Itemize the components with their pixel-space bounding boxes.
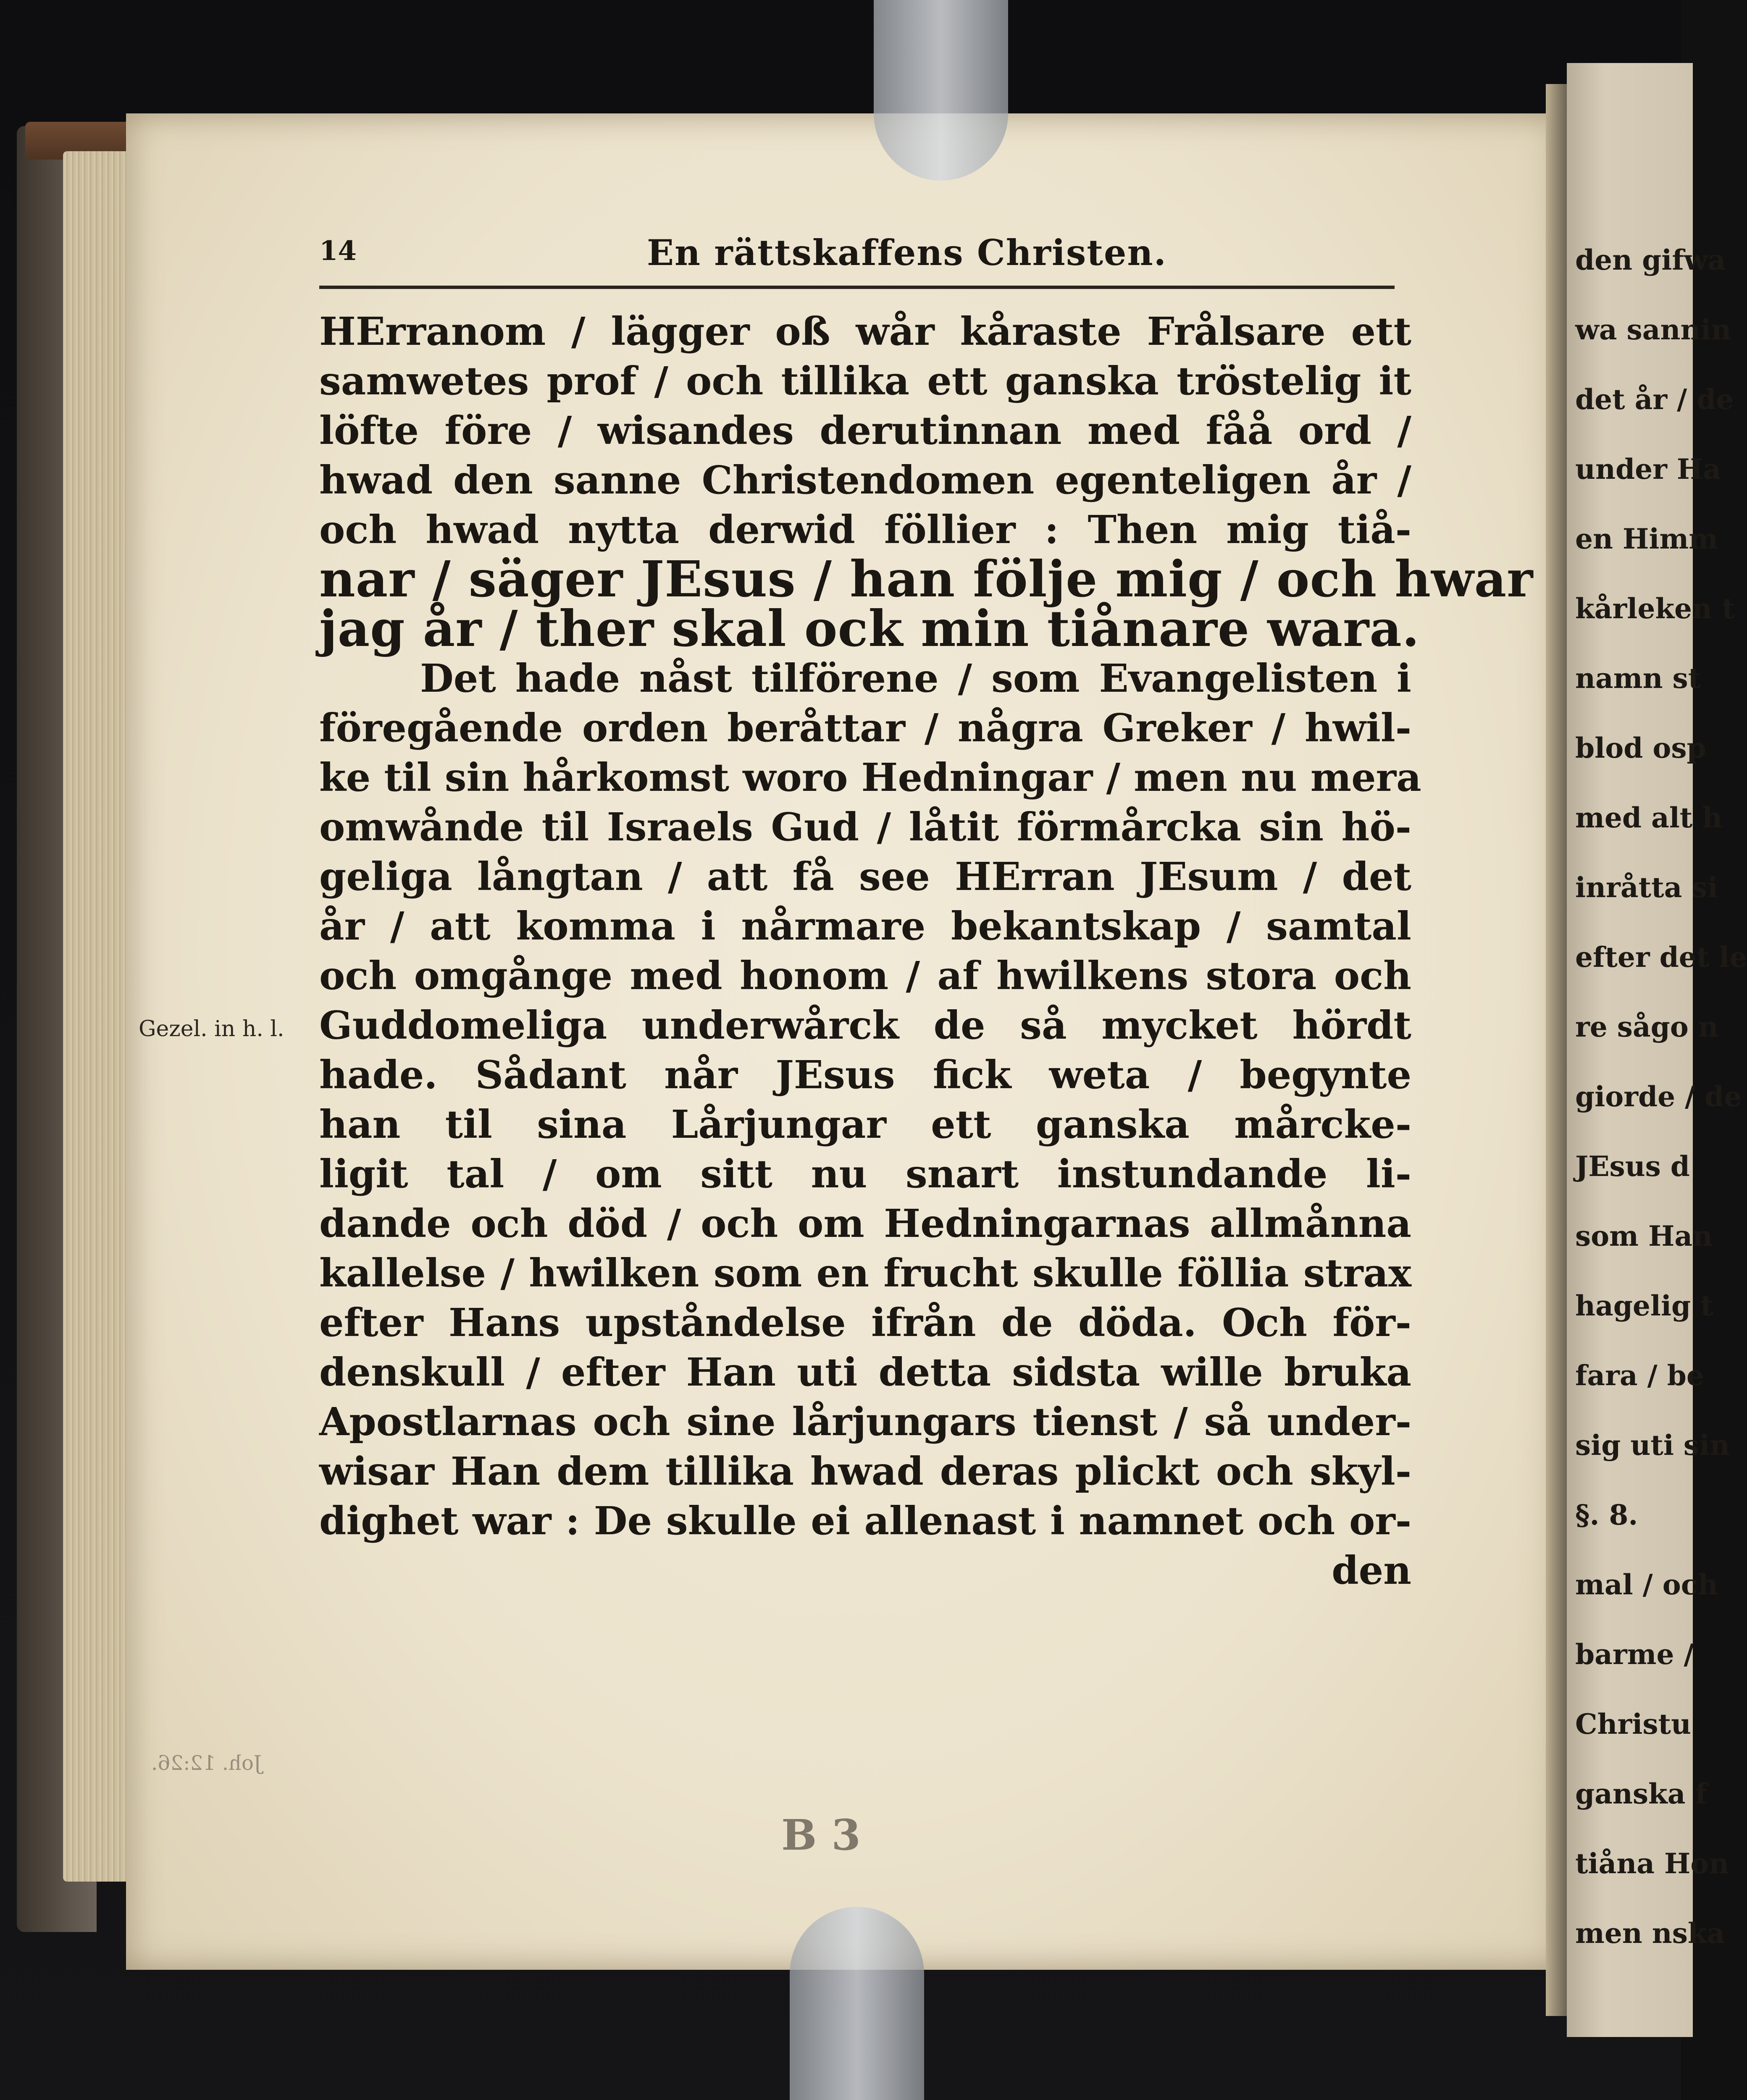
text-line: dande och död / och om Hedningarnas allmånna: [319, 1201, 1411, 1246]
text-line: ligit tal / om sitt nu snart instundande li-: [319, 1151, 1411, 1197]
text-line: Apostlarnas och sine lårjungars tienst / så under-: [319, 1399, 1411, 1444]
right-page-line: giorde / de: [1575, 1080, 1742, 1113]
right-page-line: ganska f: [1575, 1777, 1707, 1810]
right-page-line: under Ha: [1575, 453, 1721, 486]
text-line: och hwad nytta derwid föllier : Then mig tiå-: [319, 507, 1411, 552]
right-page-fragment: [1567, 63, 1747, 2037]
text-line: samwetes prof / och tillika ett ganska tröstelig it: [319, 358, 1411, 404]
right-page-line: en Himm: [1575, 522, 1718, 555]
right-page-line: inråtta si: [1575, 871, 1718, 904]
text-line: efter Hans upståndelse ifrån de döda. Och för-: [319, 1300, 1411, 1345]
text-line: geliga långtan / att få see HErran JEsum / det: [319, 854, 1411, 899]
margin-note: Gezel. in h. l.: [139, 1016, 284, 1042]
right-page-line: re sågo n: [1575, 1011, 1718, 1043]
right-page-line: tiåna Hon: [1575, 1847, 1729, 1880]
right-page-line: sig uti sin: [1575, 1429, 1730, 1462]
right-page-line: JEsus d: [1575, 1150, 1690, 1183]
right-page-line: fara / be: [1575, 1359, 1704, 1392]
text-line: dighet war : De skulle ei allenast i namnet och or-: [319, 1498, 1411, 1544]
right-page-line: wa sannin: [1575, 313, 1731, 346]
text-line: wisar Han dem tillika hwad deras plickt och skyl-: [319, 1449, 1411, 1494]
text-line: hwad den sanne Christendomen egenteligen år /: [319, 457, 1411, 503]
text-line: föregående orden beråttar / några Greker / hwil-: [319, 705, 1411, 751]
text-line: Guddomeliga underwårck de så mycket hördt: [319, 1003, 1411, 1048]
right-page-line: den gifwa: [1575, 244, 1726, 276]
text-line: hade. Sådant når JEsus fick weta / begynte: [319, 1052, 1411, 1097]
running-title: En rättskaffens Christen.: [647, 232, 1167, 273]
right-page-line: mal / och: [1575, 1568, 1718, 1601]
right-page-line: barme /: [1575, 1638, 1694, 1671]
text-line: ke til sin hårkomst woro Hedningar / men nu mera: [319, 755, 1421, 800]
text-line: kallelse / hwilken som en frucht skulle föllia strax: [319, 1250, 1411, 1296]
page-clip-bottom: [790, 1907, 924, 2100]
text-line: omwånde til Israels Gud / låtit förmårcka sin hö-: [319, 804, 1411, 850]
page-clip-top: [874, 0, 1008, 181]
right-page-line: kårleken t: [1575, 592, 1735, 625]
right-page-line: blod osp: [1575, 732, 1706, 764]
right-page-line: men nska: [1575, 1917, 1725, 1950]
signature-mark: B 3: [781, 1810, 861, 1860]
text-line: denskull / efter Han uti detta sidsta wille bruka: [319, 1349, 1411, 1395]
right-page-line: som Han: [1575, 1220, 1713, 1252]
right-page-line: §. 8.: [1575, 1499, 1638, 1531]
text-line: han til sina Lårjungar ett ganska mårcke-: [319, 1102, 1411, 1147]
text-line: och omgånge med honom / af hwilkens stora och: [319, 953, 1411, 998]
right-page-line: hagelig t: [1575, 1289, 1713, 1322]
right-page-line: namn st: [1575, 662, 1701, 695]
right-page-line: Christu: [1575, 1708, 1691, 1740]
text-line: löfte före / wisandes derutinnan med fåå ord /: [319, 408, 1411, 453]
right-page-line: det år / de: [1575, 383, 1734, 416]
right-page-line: med alt h: [1575, 801, 1723, 834]
page-number: 14: [319, 235, 357, 267]
body-text: [319, 307, 1534, 1595]
text-line: nar / säger JEsus / han följe mig / och hwar: [319, 550, 1534, 608]
bleed-through-note: Joh. 12:26.: [151, 1751, 262, 1775]
right-page-line: efter det le: [1575, 941, 1747, 974]
text-line: HErranom / lägger oß wår kåraste Frålsare ett: [319, 309, 1411, 354]
header-rule: [319, 286, 1395, 289]
text-line: år / att komma i nårmare bekantskap / samtal: [319, 903, 1411, 949]
catchword: den: [1332, 1548, 1411, 1593]
text-line: Det hade nåst tilförene / som Evangelisten i: [420, 656, 1411, 701]
text-line: jag år / ther skal ock min tiånare wara.: [319, 599, 1420, 658]
page-header: [319, 232, 1403, 286]
